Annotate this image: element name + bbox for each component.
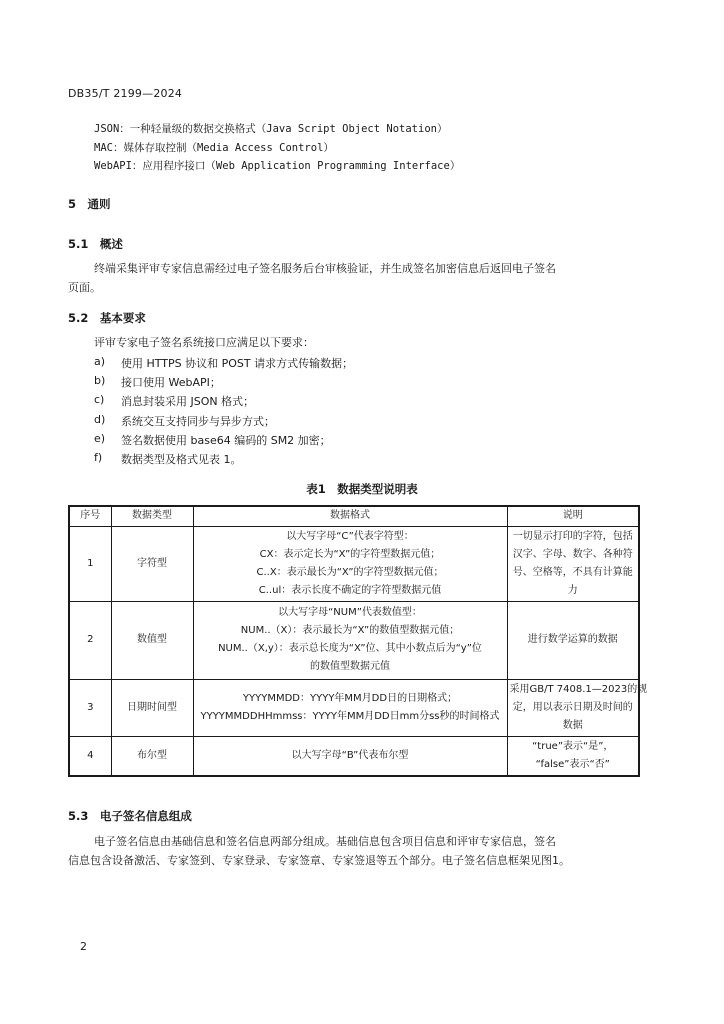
cell-data-type: 字符型 bbox=[111, 526, 193, 601]
document-id-header: DB35/T 2199—2024 bbox=[68, 87, 183, 100]
format-line: NUM..（X,y）：表示总长度为“X”位、其中小数点后为“y”位 bbox=[218, 643, 482, 654]
format-line: C..X：表示最长为“X”的字符型数据元值； bbox=[256, 566, 444, 578]
format-line: YYYYMMDDHHmmss：YYYY年MM月DD日mm分ss秒的时间格式 bbox=[200, 710, 500, 722]
cell-data-format bbox=[193, 736, 507, 776]
cell-description bbox=[507, 736, 639, 776]
paragraph-5-1-line1: 终端采集评审专家信息需经过电子签名服务后台审核验证，并生成签名加密信息后返回电子签名 bbox=[94, 262, 556, 275]
description-line: 进行数学运算的数据 bbox=[527, 634, 618, 645]
format-line: CX：表示定长为“X”的字符型数据元值； bbox=[259, 548, 441, 560]
abbreviation-json: JSON：一种轻量级的数据交换格式（Java Script Object Notation） bbox=[94, 123, 448, 135]
section-heading-5-1: 5.1 概述 bbox=[68, 237, 123, 251]
cell-description bbox=[507, 601, 639, 679]
data-type-table bbox=[68, 505, 648, 777]
abbreviation-webapi: WebAPI：应用程序接口（Web Application Programming Interface） bbox=[94, 160, 461, 172]
cell-description bbox=[507, 526, 639, 601]
requirement-tag: f) bbox=[94, 451, 103, 464]
section-heading-5: 5 通则 bbox=[68, 197, 111, 211]
header-index: 序号 bbox=[69, 506, 111, 526]
paragraph-5-1-line2: 页面。 bbox=[68, 281, 101, 294]
page-number: 2 bbox=[80, 940, 87, 953]
format-line: 的数值型数据元值 bbox=[310, 661, 390, 672]
description-line: 一切显示打印的字符，包括 bbox=[512, 530, 633, 542]
paragraph-5-3-line2: 信息包含设备激活、专家签到、专家登录、专家签章、专家签退等五个部分。电子签名信息框架见图1。 bbox=[68, 854, 570, 867]
cell-data-format bbox=[193, 601, 507, 679]
table-header-row bbox=[69, 506, 639, 526]
requirement-text: 消息封装采用 JSON 格式； bbox=[121, 395, 255, 408]
description-line: “true”表示“是”， bbox=[532, 740, 614, 752]
header-description: 说明 bbox=[507, 506, 639, 526]
section-heading-5-2: 5.2 基本要求 bbox=[68, 311, 146, 325]
format-line: YYYYMMDD：YYYY年MM月DD日的日期格式； bbox=[242, 692, 458, 704]
requirement-tag: a) bbox=[94, 355, 106, 368]
paragraph-5-3-line1: 电子签名信息由基础信息和签名信息两部分组成。基础信息包含项目信息和评审专家信息，签名 bbox=[94, 835, 556, 848]
table-row bbox=[69, 601, 639, 679]
table-row bbox=[69, 526, 639, 601]
requirements-intro: 评审专家电子签名系统接口应满足以下要求： bbox=[94, 336, 314, 349]
requirement-tag: c) bbox=[94, 393, 105, 406]
section-heading-5-3: 5.3 电子签名信息组成 bbox=[68, 809, 192, 823]
format-line: NUM..（X）：表示最长为“X”的数值型数据元值； bbox=[240, 625, 460, 636]
requirement-text: 接口使用 WebAPI； bbox=[121, 376, 221, 389]
requirement-text: 数据类型及格式见表 1。 bbox=[121, 453, 242, 466]
requirement-tag: d) bbox=[94, 413, 106, 426]
format-line: 以大写字母“B”代表布尔型 bbox=[291, 749, 409, 761]
format-line: 以大写字母“NUM”代表数值型： bbox=[278, 607, 422, 618]
requirement-text: 签名数据使用 base64 编码的 SM2 加密； bbox=[121, 434, 331, 447]
cell-data-type: 日期时间型 bbox=[111, 679, 193, 736]
table-row bbox=[69, 679, 639, 736]
cell-index: 3 bbox=[69, 679, 111, 736]
requirement-text: 使用 HTTPS 协议和 POST 请求方式传输数据； bbox=[121, 357, 354, 370]
description-line: 数据 bbox=[562, 719, 583, 731]
cell-index: 1 bbox=[69, 526, 111, 601]
cell-data-format bbox=[193, 526, 507, 601]
cell-data-type: 布尔型 bbox=[111, 736, 193, 776]
table-row bbox=[69, 736, 639, 776]
cell-index: 2 bbox=[69, 601, 111, 679]
format-line: 以大写字母“C”代表字符型： bbox=[286, 530, 414, 542]
abbreviation-mac: MAC：媒体存取控制（Media Access Control） bbox=[94, 142, 334, 154]
cell-data-type: 数值型 bbox=[111, 601, 193, 679]
table-caption: 表1 数据类型说明表 bbox=[306, 482, 418, 496]
header-data-type: 数据类型 bbox=[111, 506, 193, 526]
requirement-tag: b) bbox=[94, 374, 106, 387]
description-line: “false”表示“否” bbox=[535, 758, 610, 770]
requirement-tag: e) bbox=[94, 432, 106, 445]
description-line: 采用GB/T 7408.1—2023的规 bbox=[509, 683, 648, 695]
cell-index: 4 bbox=[69, 736, 111, 776]
header-data-format: 数据格式 bbox=[193, 506, 507, 526]
description-line: 号、空格等，不具有计算能 bbox=[512, 566, 633, 578]
format-line: C..ul：表示长度不确定的字符型数据元值 bbox=[258, 584, 442, 596]
description-line: 力 bbox=[567, 584, 578, 596]
cell-data-format bbox=[193, 679, 507, 736]
cell-description bbox=[507, 679, 648, 736]
requirement-text: 系统交互支持同步与异步方式； bbox=[121, 415, 275, 428]
description-line: 定，用以表示日期及时间的 bbox=[512, 701, 633, 713]
description-line: 汉字、字母、数字、各种符 bbox=[512, 548, 633, 560]
